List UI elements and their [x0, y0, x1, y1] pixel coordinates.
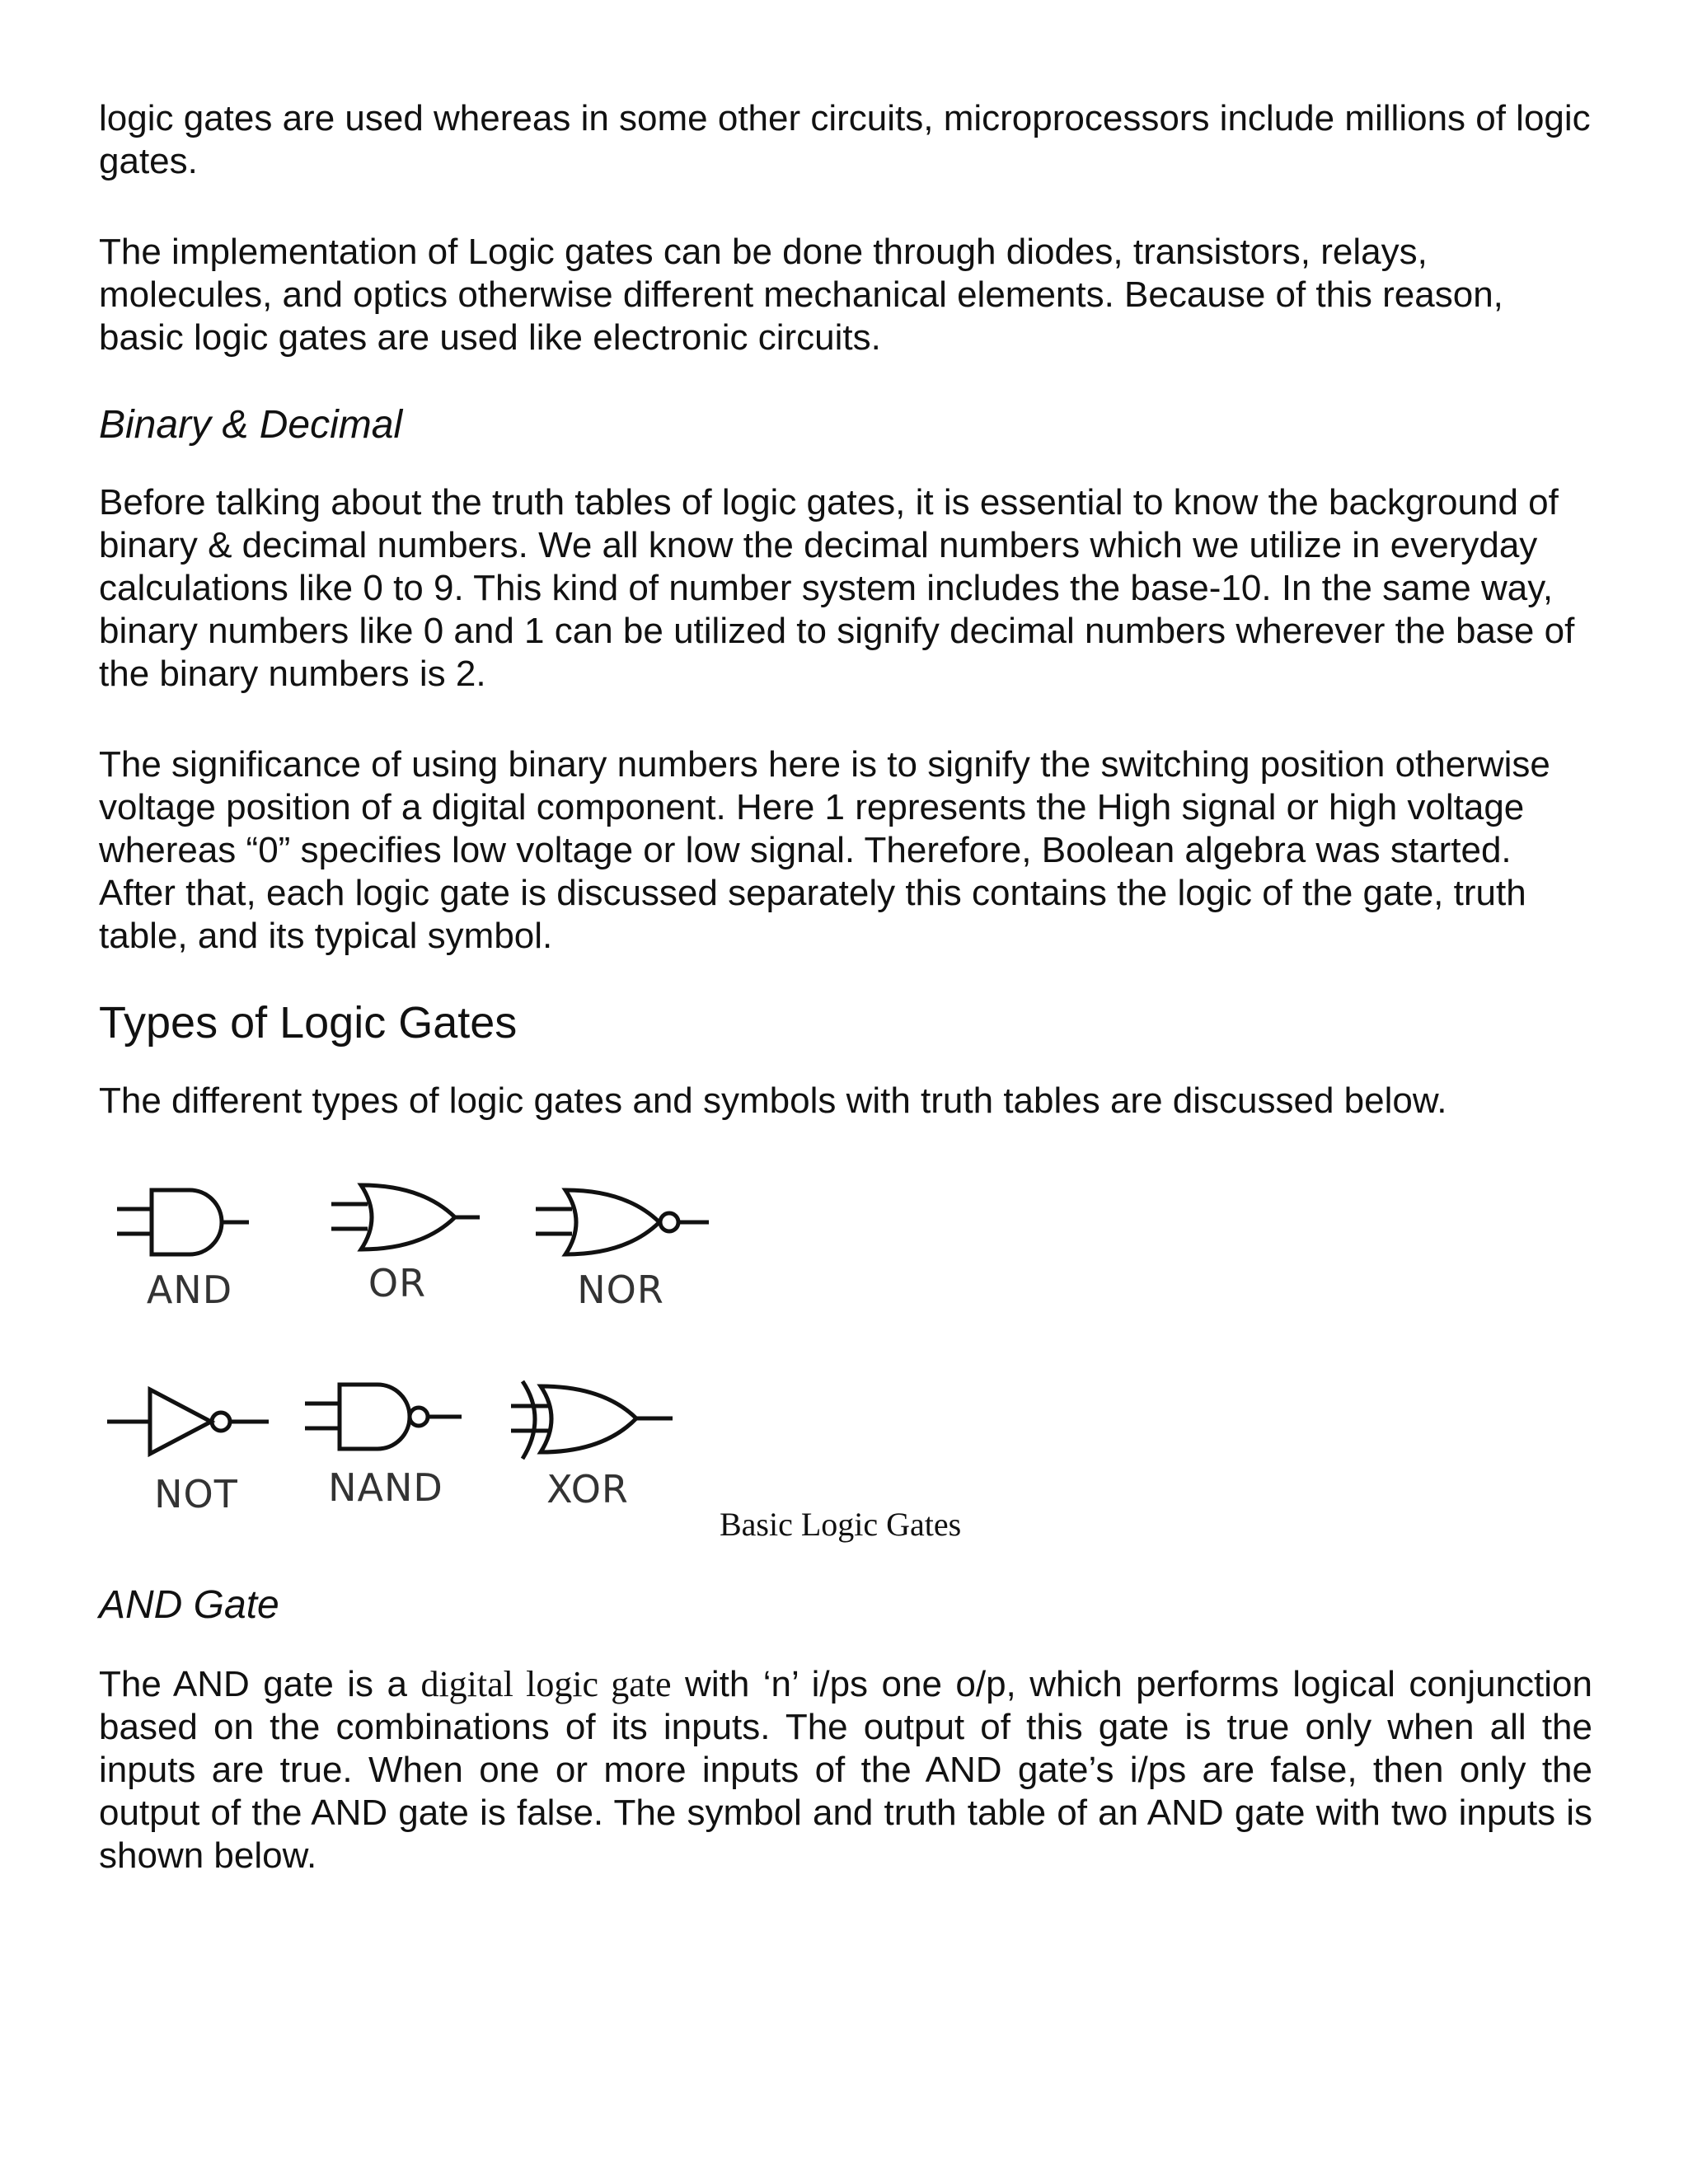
and-label: AND — [146, 1268, 233, 1312]
paragraph-types-intro: The different types of logic gates and symbols with truth tables are discussed below. — [99, 1080, 1447, 1121]
figure-caption: Basic Logic Gates — [720, 1506, 962, 1543]
or-label: OR — [368, 1261, 427, 1305]
heading-and-gate: AND Gate — [99, 1583, 279, 1627]
nor-label: NOR — [577, 1268, 664, 1312]
paragraph-binary-decimal-1: Before talking about the truth tables of logic gates, it is essential to know the background of binary & decimal numbers. We all know the decimal numbers which we utilize in everyday calculations like 0 to 9. This kind of number system includes the base-10. In the same way, binary numbers like 0 and 1 can be utilized to signify decimal numbers wherever the base of the binary numbers is 2. — [99, 482, 1575, 694]
not-label: NOT — [154, 1472, 238, 1516]
and-gate-icon — [117, 1182, 257, 1264]
xor-label: XOR — [546, 1467, 629, 1511]
heading-types-of-logic-gates: Types of Logic Gates — [99, 998, 518, 1047]
and-text-before: The AND gate is a — [99, 1664, 421, 1704]
paragraph-and-gate — [99, 1663, 1592, 1877]
heading-binary-decimal: Binary & Decimal — [99, 403, 403, 447]
not-gate-icon — [107, 1381, 272, 1464]
nand-gate-icon — [305, 1376, 470, 1459]
document-page — [99, 97, 1592, 1877]
paragraph-binary-decimal-2: The significance of using binary numbers here is to signify the switching position otherwise voltage position of a digital component. Here 1 represents the High signal or high voltage whereas “0” specifies low voltage or low signal. Therefore, Boolean algebra was started. After that, each logic gate is discussed separately this contains the logic of the gate, truth table, and its typical symbol. — [99, 744, 1550, 956]
nor-gate-icon — [536, 1182, 709, 1264]
paragraph-implementation: The implementation of Logic gates can be done through diodes, transistors, relays, molecules, and optics otherwise different mechanical elements. Because of this reason, basic logic gates are used like electronic circuits. — [99, 232, 1503, 358]
and-text-after: with ‘n’ i/ps one o/p, which performs logical conjunction based on the combinations of its inputs. The output of this gate is true only when all the inputs are true. When one or more inputs of the AND gate’s i/ps are false, then only the output of the AND gate is false. The symbol and truth table of an AND gate with two inputs is shown below. — [99, 1664, 1592, 1876]
nand-label: NAND — [328, 1465, 443, 1510]
digital-logic-gate-link[interactable]: digital logic gate — [420, 1664, 672, 1704]
logic-gates-figure — [99, 1152, 1592, 1572]
xor-gate-icon — [511, 1376, 684, 1467]
or-gate-icon — [331, 1177, 480, 1259]
paragraph-intro-continuation: logic gates are used whereas in some other circuits, microprocessors include millions of logic gates. — [99, 98, 1591, 181]
